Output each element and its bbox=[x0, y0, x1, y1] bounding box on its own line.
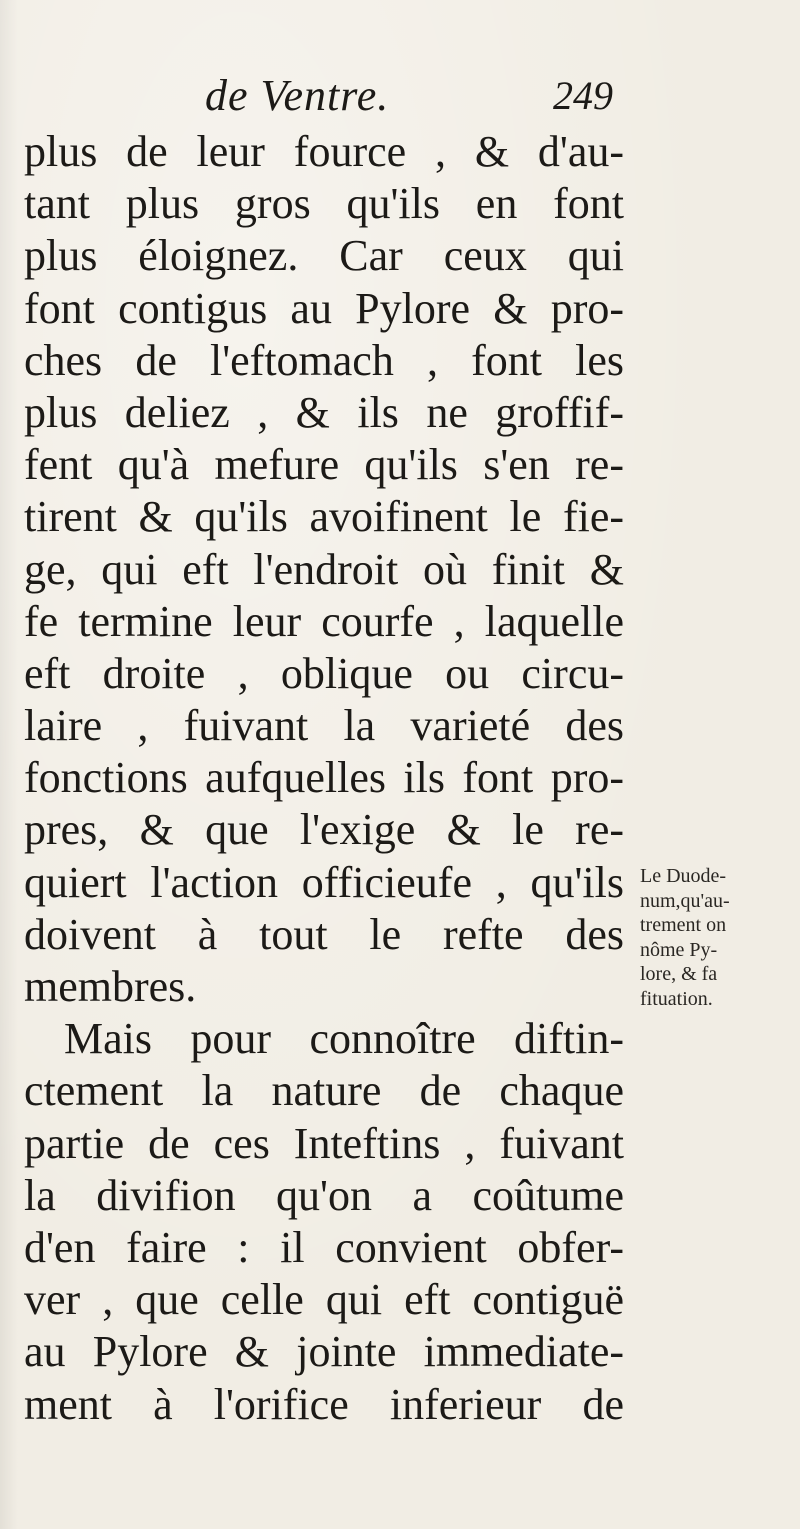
text-line: eft droite , oblique ou circu- bbox=[24, 648, 624, 698]
text-line: font contigus au Pylore & pro- bbox=[24, 283, 624, 333]
text-line: au Pylore & jointe immediate- bbox=[24, 1327, 624, 1377]
text-line: fe termine leur courfe , laquelle bbox=[24, 596, 624, 646]
margin-note-line: trement on bbox=[640, 914, 727, 936]
text-line: pres, & que l'exige & le re- bbox=[24, 805, 624, 855]
running-head bbox=[205, 70, 665, 130]
margin-note bbox=[640, 864, 790, 1011]
text-line: plus éloignez. Car ceux qui bbox=[24, 231, 624, 281]
text-line: laire , fuivant la varieté des bbox=[24, 701, 624, 751]
text-line: plus deliez , & ils ne groffif- bbox=[24, 387, 624, 437]
text-line: quiert l'action officieufe , qu'ils bbox=[24, 857, 624, 907]
text-line: plus de leur fource , & d'au- bbox=[24, 127, 624, 176]
text-line: membres. bbox=[24, 962, 197, 1011]
text-line: Mais pour connoître diftin- bbox=[64, 1014, 624, 1064]
text-line: tant plus gros qu'ils en font bbox=[24, 179, 624, 229]
page-number: 249 bbox=[553, 73, 613, 118]
text-line: ge, qui eft l'endroit où finit & bbox=[24, 544, 624, 594]
margin-note-line: num,qu'au- bbox=[640, 889, 730, 912]
text-line: d'en faire : il convient obfer- bbox=[24, 1222, 624, 1272]
text-line: ver , que celle qui eft contiguë bbox=[24, 1275, 624, 1325]
text-line: partie de ces Inteftins , fuivant bbox=[24, 1118, 624, 1168]
text-line: doivent à tout le refte des bbox=[24, 909, 624, 959]
text-line: ches de l'eftomach , font les bbox=[24, 335, 624, 385]
text-line: la divifion qu'on a coûtume bbox=[24, 1170, 624, 1220]
text-line: tirent & qu'ils avoifinent le fie- bbox=[24, 492, 624, 542]
running-title: de Ventre. bbox=[205, 71, 390, 120]
text-line: ctement la nature de chaque bbox=[24, 1066, 624, 1116]
text-line: fent qu'à mefure qu'ils s'en re- bbox=[24, 440, 624, 490]
margin-note-line: lore, & fa bbox=[640, 963, 718, 985]
body-text bbox=[24, 126, 624, 1431]
margin-note-line: fituation. bbox=[640, 987, 713, 1010]
margin-note-line: Le Duode- bbox=[640, 865, 727, 887]
text-line: fonctions aufquelles ils font pro- bbox=[24, 753, 624, 803]
text-line: ment à l'orifice inferieur de bbox=[24, 1379, 624, 1429]
margin-note-line: nôme Py- bbox=[640, 938, 718, 961]
